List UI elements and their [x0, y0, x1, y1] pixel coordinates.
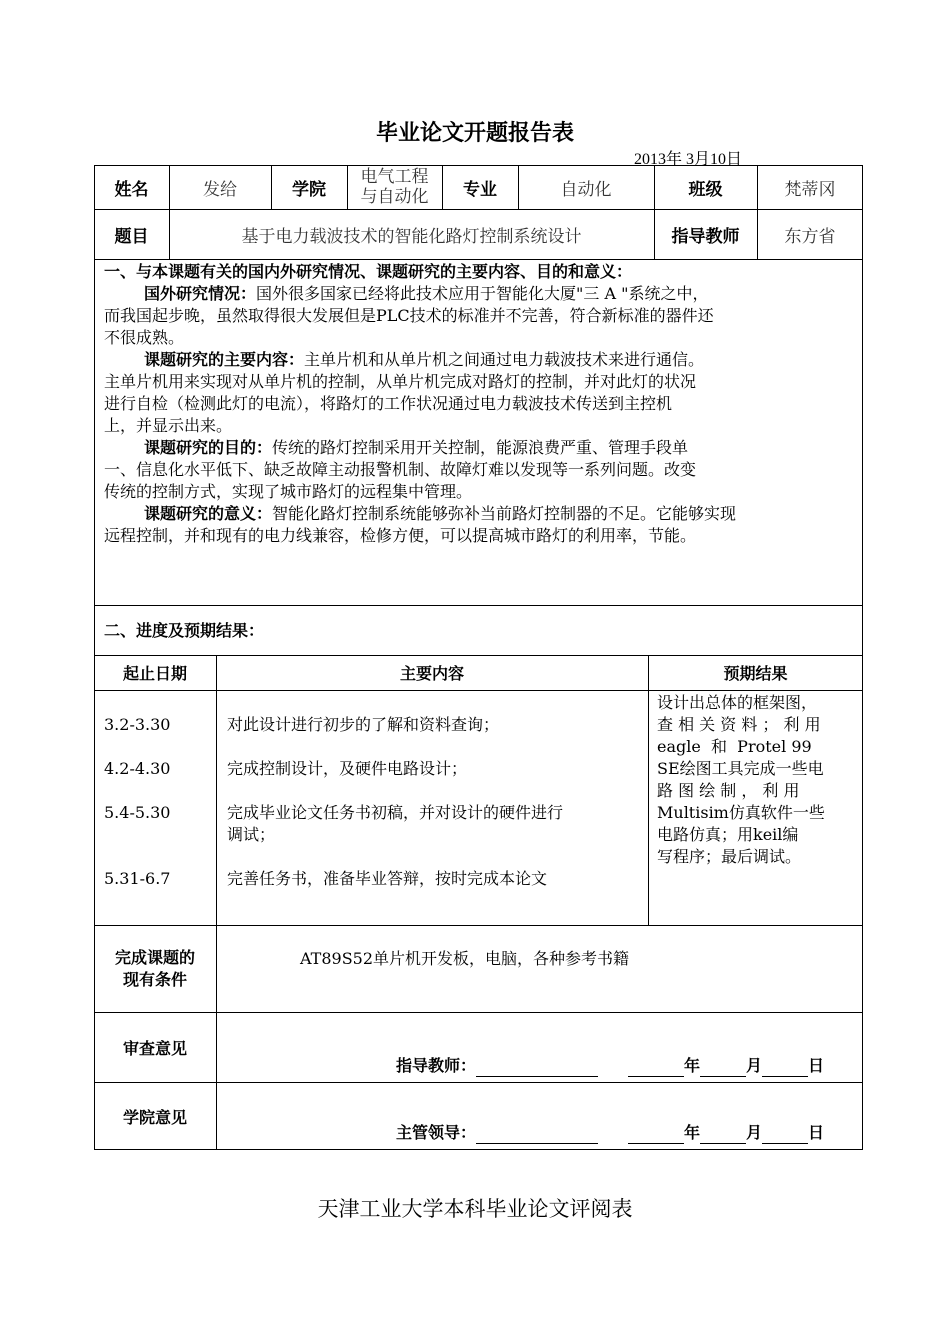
content-line2: 主单片机用来实现对从单片机的控制，从单片机完成对路灯的控制，并对此灯的状况	[104, 372, 697, 391]
schedule-content: 对此设计进行初步的了解和资料查询；	[227, 715, 500, 734]
topic-value: 基于电力载波技术的智能化路灯控制系统设计	[241, 226, 582, 247]
result-line: Multisim仿真软件一些	[657, 803, 825, 822]
day-field[interactable]	[762, 1125, 808, 1144]
content-label: 课题研究的主要内容：	[144, 350, 305, 369]
advisor-value: 东方省	[784, 226, 836, 247]
result-line: eagle 和 Protel 99	[657, 737, 812, 756]
review-signature-line	[396, 1055, 824, 1077]
foreign-research-paragraph	[104, 283, 856, 349]
col-content-header: 主要内容	[399, 664, 464, 683]
report-date: 2013年 3月10日	[634, 151, 743, 168]
meaning-paragraph	[104, 503, 856, 547]
row-divider	[94, 605, 863, 606]
schedule-content-line2: 调试；	[227, 825, 276, 844]
college-value-line1: 电气工程	[360, 167, 429, 187]
advisor-label: 指导教师	[671, 226, 740, 247]
schedule-date: 4.2-4.30	[104, 759, 171, 778]
month-field[interactable]	[700, 1058, 746, 1077]
content-paragraph	[104, 349, 856, 437]
year-label: 年	[684, 1056, 701, 1075]
class-label: 班级	[688, 179, 723, 200]
purpose-paragraph	[104, 437, 856, 503]
college-value-line2: 与自动化	[360, 187, 429, 207]
name-value: 发给	[203, 179, 237, 200]
result-line: 写程序；最后调试。	[657, 847, 802, 866]
schedule-content-line1: 完成毕业论文任务书初稿，并对设计的硬件进行	[227, 803, 564, 822]
expected-result	[657, 692, 855, 868]
class-value: 梵蒂冈	[784, 179, 836, 200]
next-form-title: 天津工业大学本科毕业论文评阅表	[317, 1197, 633, 1221]
month-field[interactable]	[700, 1125, 746, 1144]
review-signer-label: 指导教师：	[396, 1056, 477, 1075]
day-field[interactable]	[762, 1058, 808, 1077]
college-value	[347, 165, 442, 209]
foreign-label: 国外研究情况：	[144, 284, 257, 303]
year-field[interactable]	[628, 1058, 684, 1077]
row-divider	[94, 259, 863, 260]
topic-label: 题目	[114, 226, 149, 247]
foreign-line1: 国外很多国家已经将此技术应用于智能化大厦"三 A "系统之中，	[256, 284, 709, 303]
schedule-content: 完善任务书，准备毕业答辩，按时完成本论文	[227, 869, 548, 888]
section1-heading: 一、与本课题有关的国内外研究情况、课题研究的主要内容、目的和意义：	[104, 262, 633, 281]
content-line4: 上，并显示出来。	[104, 416, 233, 435]
conditions-label-line2: 现有条件	[122, 969, 187, 989]
conditions-label-line1: 完成课题的	[114, 947, 195, 967]
result-line: 电路仿真；用keil编	[657, 825, 799, 844]
result-line: SE绘图工具完成一些电	[657, 759, 824, 778]
purpose-line2: 一、信息化水平低下、缺乏故障主动报警机制、故障灯难以发现等一系列问题。改变	[104, 460, 697, 479]
schedule-date: 5.31-6.7	[104, 869, 171, 888]
day-label: 日	[808, 1056, 825, 1075]
purpose-line3: 传统的控制方式，实现了城市路灯的远程集中管理。	[104, 482, 473, 501]
name-label: 姓名	[114, 179, 149, 200]
col-divider	[216, 655, 217, 1150]
college-label: 学院	[292, 179, 326, 200]
foreign-line2: 而我国起步晚，虽然取得很大发展但是PLC技术的标准并不完善，符合新标准的器件还	[104, 306, 714, 325]
meaning-line1: 智能化路灯控制系统能够弥补当前路灯控制器的不足。它能够实现	[272, 504, 737, 523]
meaning-line2: 远程控制，并和现有的电力线兼容，检修方便，可以提高城市路灯的利用率，节能。	[104, 526, 697, 545]
schedule-content: 完成控制设计，及硬件电路设计；	[227, 759, 468, 778]
major-label: 专业	[463, 179, 497, 200]
result-line: 查 相 关 资 料 ； 利 用	[657, 715, 821, 734]
row-divider	[94, 690, 863, 691]
meaning-label: 课题研究的意义：	[144, 504, 273, 523]
content-line1: 主单片机和从单片机之间通过电力载波技术来进行通信。	[304, 350, 705, 369]
col-divider	[648, 655, 649, 925]
section2-heading: 二、进度及预期结果：	[104, 621, 265, 640]
conditions-value: AT89S52单片机开发板，电脑，各种参考书籍	[300, 949, 630, 968]
month-label: 月	[746, 1123, 763, 1142]
day-label: 日	[808, 1123, 825, 1142]
schedule-date: 5.4-5.30	[104, 803, 171, 822]
col-result-header: 预期结果	[723, 664, 788, 683]
schedule-content	[227, 802, 642, 846]
result-line: 设计出总体的框架图，	[657, 693, 818, 712]
review-label: 审查意见	[122, 1038, 187, 1058]
signature-field[interactable]	[476, 1125, 598, 1144]
page-title: 毕业论文开题报告表	[375, 121, 574, 146]
content-line3: 进行自检（检测此灯的电流），将路灯的工作状况通过电力载波技术传送到主控机	[104, 394, 673, 413]
purpose-line1: 传统的路灯控制采用开关控制，能源浪费严重、管理手段单	[272, 438, 689, 457]
college-signature-line	[396, 1122, 824, 1144]
col-date-header: 起止日期	[122, 664, 187, 683]
foreign-line3: 不很成熟。	[104, 328, 185, 347]
year-label: 年	[684, 1123, 701, 1142]
conditions-label	[94, 925, 216, 1012]
college-signer-label: 主管领导：	[396, 1123, 477, 1142]
purpose-label: 课题研究的目的：	[144, 438, 273, 457]
month-label: 月	[746, 1056, 763, 1075]
schedule-date: 3.2-3.30	[104, 715, 171, 734]
signature-field[interactable]	[476, 1058, 598, 1077]
college-opinion-label: 学院意见	[122, 1107, 187, 1127]
result-line: 路 图 绘 制 ， 利 用	[657, 781, 800, 800]
major-value: 自动化	[560, 179, 612, 200]
year-field[interactable]	[628, 1125, 684, 1144]
